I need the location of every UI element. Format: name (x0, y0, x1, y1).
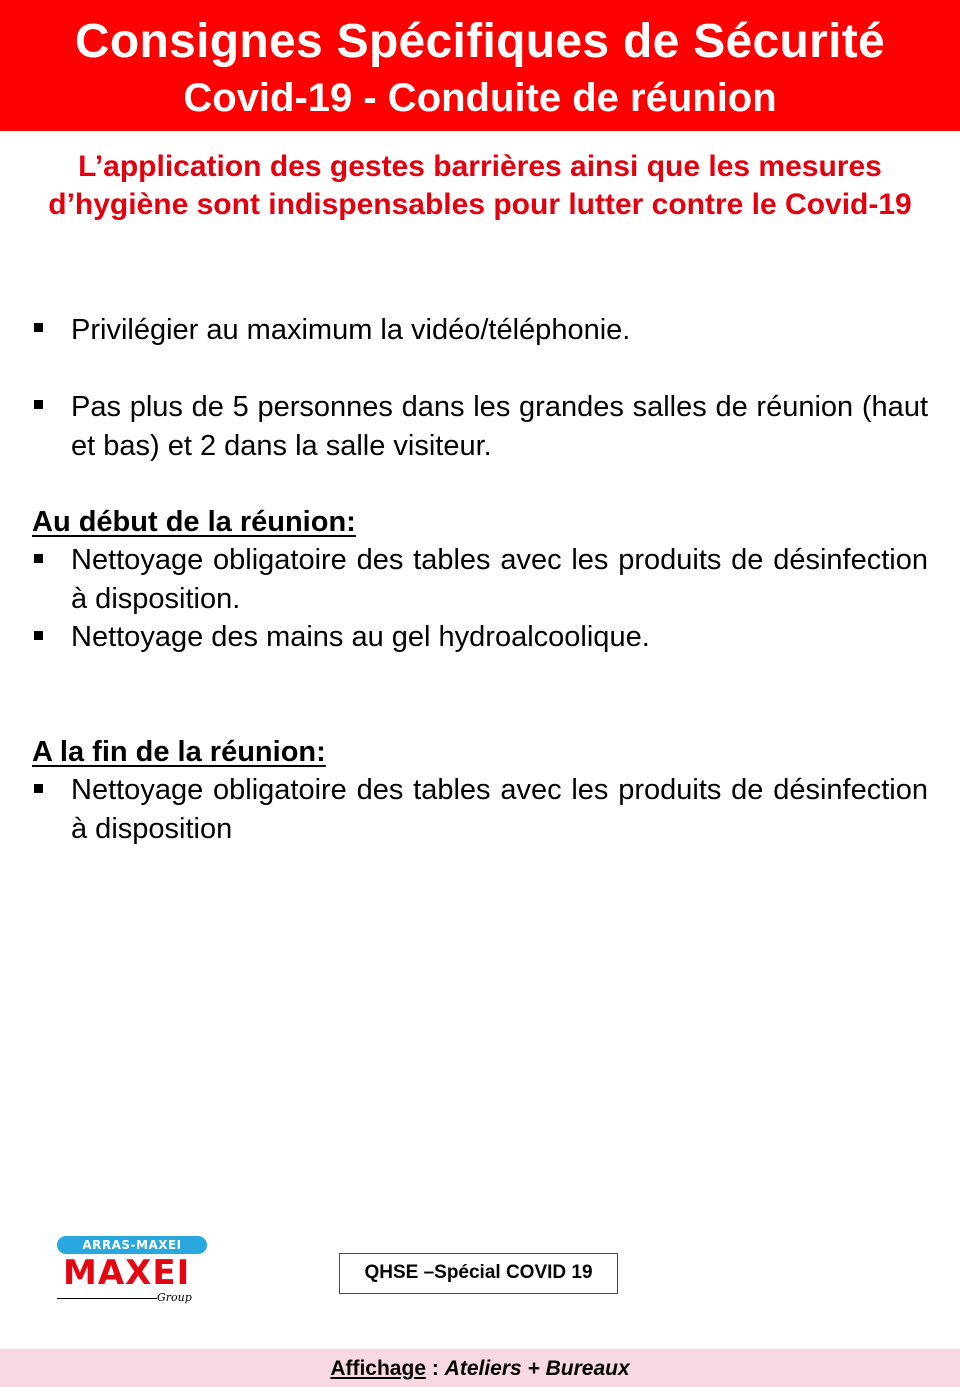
qhse-label-box: QHSE –Spécial COVID 19 (339, 1253, 618, 1294)
bullet-square-icon (34, 554, 43, 563)
page-subtitle: Covid-19 - Conduite de réunion (183, 76, 777, 120)
logo-group: Group (157, 1291, 192, 1304)
footer-value: Ateliers + Bureaux (444, 1357, 630, 1380)
intro-warning (0, 148, 960, 224)
logo-pill: ARRAS-MAXEI (57, 1236, 207, 1254)
header-banner (0, 0, 960, 131)
intro-line-1: L’application des gestes barrières ainsi que les mesures (78, 150, 882, 183)
rule-item: Nettoyage obligatoire des tables avec les produits de désinfection à disposition (71, 774, 928, 845)
bullet-square-icon (34, 784, 43, 793)
rule-item: Pas plus de 5 personnes dans les grandes salles de réunion (haut et bas) et 2 dans la salle visiteur. (71, 391, 928, 462)
section-heading-end: A la fin de la réunion: (32, 736, 326, 768)
footer-separator: : (426, 1357, 445, 1380)
logo-brand: MAXEI (63, 1253, 191, 1293)
rule-item: Nettoyage des mains au gel hydroalcoolique. (71, 621, 650, 653)
footer-label: Affichage (330, 1357, 426, 1380)
bullet-square-icon (34, 323, 43, 332)
rule-item: Nettoyage obligatoire des tables avec les produits de désinfection à disposition. (71, 544, 928, 615)
bullet-square-icon (34, 631, 43, 640)
company-logo (57, 1236, 209, 1306)
logo-rule (57, 1298, 157, 1299)
intro-line-2: d’hygiène sont indispensables pour lutter contre le Covid-19 (48, 188, 912, 221)
rule-item: Privilégier au maximum la vidéo/téléphonie. (71, 314, 631, 346)
footer-band (0, 1349, 960, 1387)
page-title: Consignes Spécifiques de Sécurité (74, 15, 886, 68)
section-heading-start: Au début de la réunion: (32, 506, 356, 538)
bullet-square-icon (34, 400, 43, 409)
